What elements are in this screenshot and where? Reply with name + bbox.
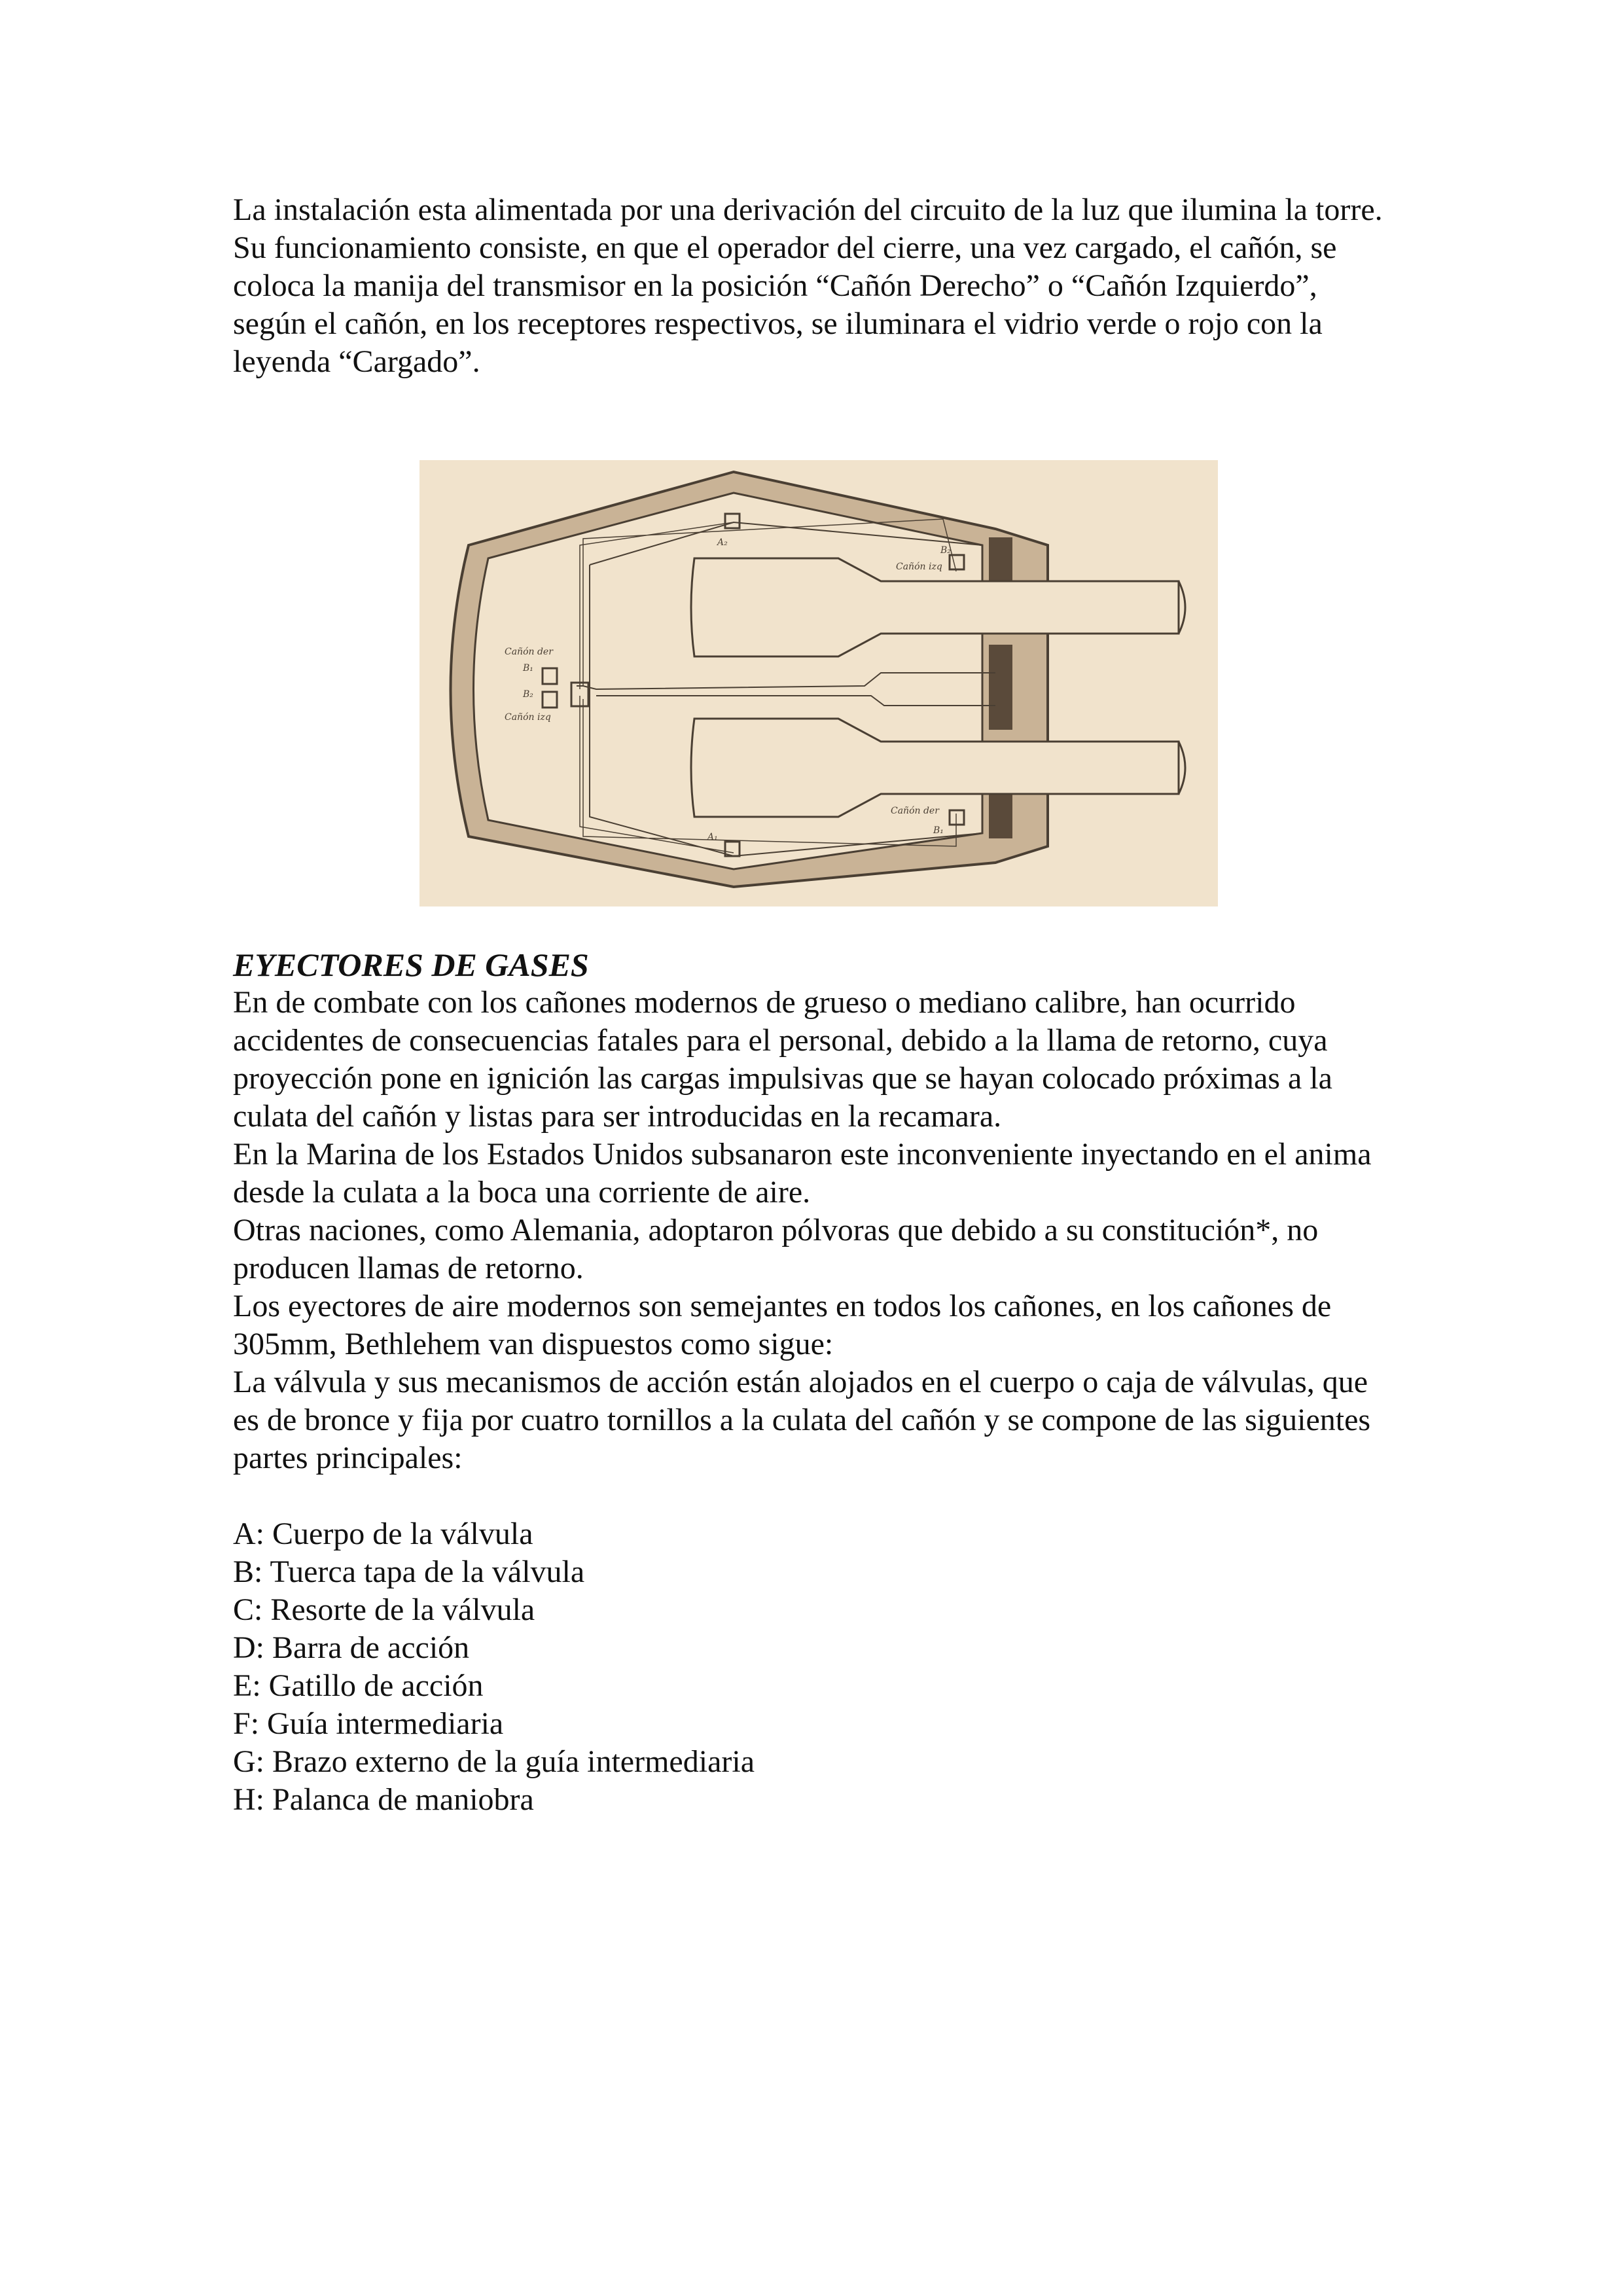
list-item: E: Gatillo de acción — [233, 1668, 484, 1703]
label-canon-izq-left: Cañón izq — [505, 712, 551, 723]
list-item: F: Guía intermediaria — [233, 1706, 504, 1741]
section-paragraph-4: Los eyectores de aire modernos son semejantes en todos los cañones, en los cañones de 305mm, Bethlehem van dispuestos como sigue: — [233, 1289, 1332, 1361]
label-canon-der-left: Cañón der — [505, 647, 553, 657]
section-paragraph-1: En de combate con los cañones modernos de grueso o mediano calibre, han ocurrido accidentes de consecuencias fatales para el personal, debido a la llama de retorno, cuya proyección pone en ignición las cargas impulsivas que se hayan colocado próximas a la culata del cañón y listas para ser introducidas en la recamara. — [233, 985, 1332, 1134]
document-body — [233, 191, 1398, 381]
label-b2-left: B₂ — [523, 689, 533, 700]
label-a2: A₂ — [717, 537, 728, 548]
intro-paragraph-1: La instalación esta alimentada por una derivación del circuito de la luz que ilumina la torre. — [233, 192, 1383, 227]
list-item: G: Brazo externo de la guía intermediaria — [233, 1744, 755, 1779]
section-paragraph-3: Otras naciones, como Alemania, adoptaron pólvoras que debido a su constitución*, no producen llamas de retorno. — [233, 1213, 1319, 1285]
label-canon-der-bottom: Cañón der — [891, 806, 939, 816]
list-item: B: Tuerca tapa de la válvula — [233, 1554, 585, 1589]
section-paragraph-5: La válvula y sus mecanismos de acción están alojados en el cuerpo o caja de válvulas, que es de bronce y fija por cuatro tornillos a la culata del cañón y se compone de las siguientes partes principales: — [233, 1365, 1371, 1475]
label-a1: A₁ — [707, 832, 718, 842]
section-eyectores — [233, 946, 1398, 1819]
parts-list — [233, 1515, 1398, 1819]
list-item: D: Barra de acción — [233, 1630, 470, 1665]
label-b1-bottom: B₁ — [933, 825, 944, 836]
label-canon-izq-top: Cañón izq — [896, 562, 942, 572]
list-item: C: Resorte de la válvula — [233, 1592, 535, 1627]
label-b1-left: B₁ — [523, 663, 533, 673]
section-paragraph-2: En la Marina de los Estados Unidos subsanaron este inconveniente inyectando en el anima desde la culata a la boca una corriente de aire. — [233, 1137, 1372, 1210]
wall-block-middle — [989, 645, 1012, 730]
section-title: EYECTORES DE GASES — [233, 946, 589, 983]
list-item: A: Cuerpo de la válvula — [233, 1516, 533, 1551]
intro-paragraph-2: Su funcionamiento consiste, en que el operador del cierre, una vez cargado, el cañón, se coloca la manija del transmisor en la posición “Cañón Derecho” o “Cañón Izquierdo”, según el cañón, en los receptores respectivos, se iluminara el vidrio verde o rojo con la leyenda “Cargado”. — [233, 230, 1337, 379]
label-b2-top: B₂ — [940, 545, 951, 556]
turret-diagram — [419, 460, 1218, 906]
list-item: H: Palanca de maniobra — [233, 1782, 534, 1817]
